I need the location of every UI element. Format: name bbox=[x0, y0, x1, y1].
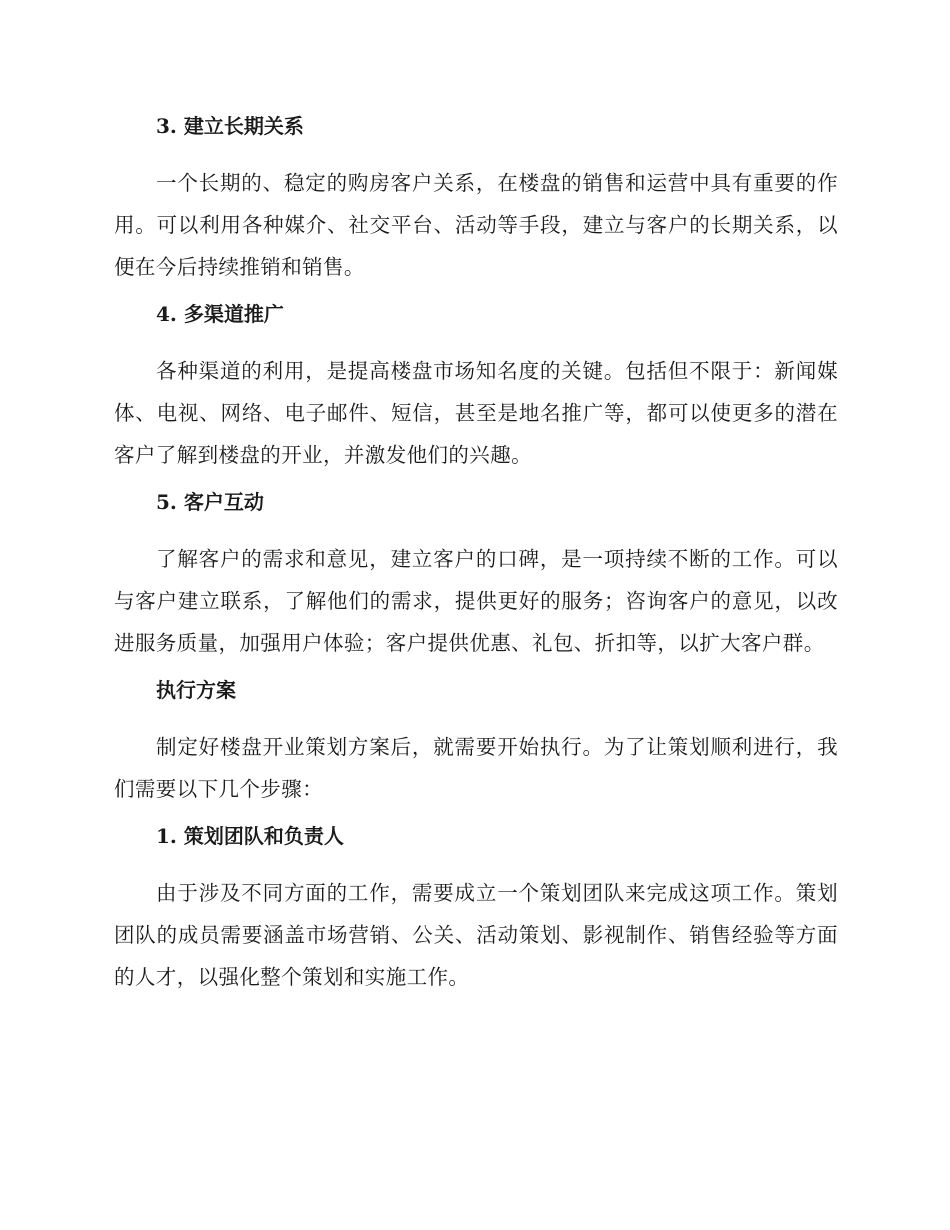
body-paragraph: 制定好楼盘开业策划方案后，就需要开始执行。为了让策划顺利进行，我们需要以下几个步骤： bbox=[114, 735, 838, 801]
section-multichannel-promotion bbox=[114, 296, 838, 476]
section-heading: 1. 策划团队和负责人 bbox=[156, 824, 344, 848]
body-paragraph: 由于涉及不同方面的工作，需要成立一个策划团队来完成这项工作。策划团队的成员需要涵盖市场营销、公关、活动策划、影视制作、销售经验等方面的人才，以强化整个策划和实施工作。 bbox=[114, 881, 838, 989]
section-execution-plan bbox=[114, 672, 838, 810]
body-paragraph: 一个长期的、稳定的购房客户关系，在楼盘的销售和运营中具有重要的作用。可以利用各种媒介、社交平台、活动等手段，建立与客户的长期关系，以便在今后持续推销和销售。 bbox=[114, 171, 838, 279]
section-heading: 3. 建立长期关系 bbox=[156, 114, 304, 138]
section-planning-team bbox=[114, 818, 838, 998]
section-heading: 5. 客户互动 bbox=[156, 490, 264, 514]
section-long-term-relationship bbox=[114, 108, 838, 288]
body-paragraph: 各种渠道的利用，是提高楼盘市场知名度的关键。包括但不限于：新闻媒体、电视、网络、电子邮件、短信，甚至是地名推广等，都可以使更多的潜在客户了解到楼盘的开业，并激发他们的兴趣。 bbox=[114, 359, 838, 467]
section-heading: 4. 多渠道推广 bbox=[156, 302, 284, 326]
body-paragraph: 了解客户的需求和意见，建立客户的口碑，是一项持续不断的工作。可以与客户建立联系，了解他们的需求，提供更好的服务；咨询客户的意见，以改进服务质量，加强用户体验；客户提供优惠、礼包、折扣等，以扩大客户群。 bbox=[114, 547, 838, 655]
section-customer-interaction bbox=[114, 484, 838, 664]
section-heading: 执行方案 bbox=[156, 678, 236, 702]
